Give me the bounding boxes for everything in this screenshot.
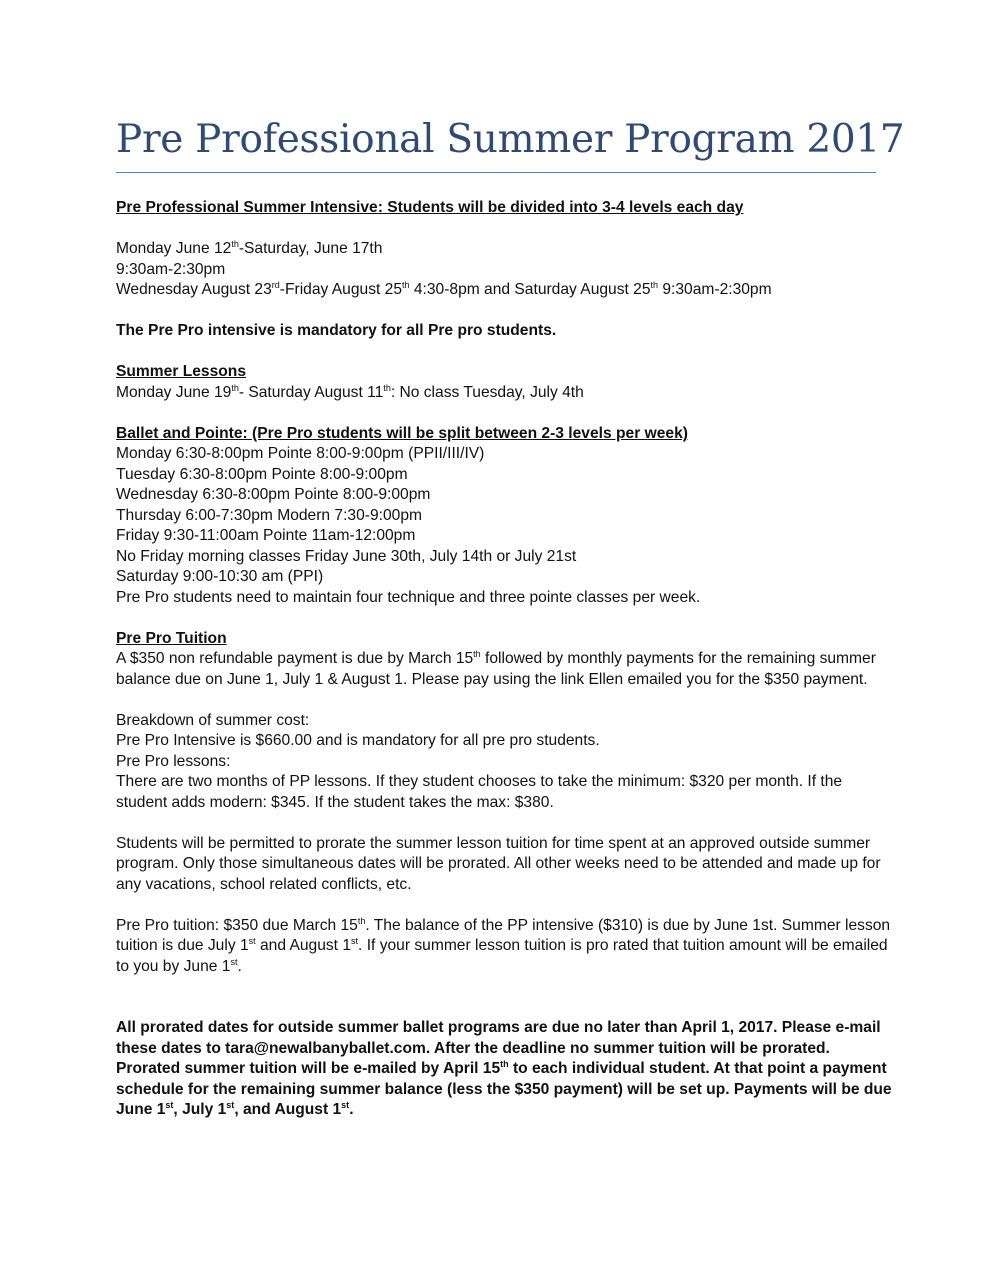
lessons-heading: Summer Lessons — [116, 363, 246, 380]
ballet-schedule-line: Thursday 6:00-7:30pm Modern 7:30-9:00pm — [116, 506, 422, 524]
document-body — [116, 198, 896, 1121]
proration-deadline-notice: All prorated dates for outside summer ballet programs are due no later than April 1, 2017. Please e-mail these dates to tara@newalbanyballet.com. After the deadline no summer tuition will be prorated. Prorated summer tuition will be e-mailed by April 15th to each individual student. At that point a payment schedule for the remaining summer balance (less the $350 payment) will be set up. Payments will be due June 1st, July 1st, and August 1st. — [116, 1019, 892, 1118]
ballet-schedule-line: Pre Pro students need to maintain four technique and three pointe classes per week. — [116, 588, 701, 606]
tuition-due-paragraph: Pre Pro tuition: $350 due March 15th. The balance of the PP intensive ($310) is due by June 1st. Summer lesson tuition is due July 1st and August 1st. If your summer lesson tuition is pro rated that tuition amount will be emailed to you by June 1st. — [116, 915, 891, 975]
document-title: Pre Professional Summer Program 2017 — [116, 117, 905, 162]
ballet-schedule-line: Saturday 9:00-10:30 am (PPI) — [116, 568, 324, 585]
ballet-schedule-line: Wednesday 6:30-8:00pm Pointe 8:00-9:00pm — [116, 486, 431, 503]
intensive-mandatory-note: The Pre Pro intensive is mandatory for all Pre pro students. — [116, 322, 557, 339]
intensive-time-line: 9:30am-2:30pm — [116, 260, 226, 278]
tuition-payment-paragraph: A $350 non refundable payment is due by March 15th followed by monthly payments for the remaining summer balance due on June 1, July 1 & August 1. Please pay using the link Ellen emailed you for the $350 payment. — [116, 648, 876, 688]
prorate-paragraph: Students will be permitted to prorate the summer lesson tuition for time spent at an approved outside summer program. Only those simultaneous dates will be prorated. All other weeks need to be attended and made up for any vacations, school related conflicts, etc. — [116, 834, 881, 893]
intensive-august-line: Wednesday August 23rd-Friday August 25th 4:30-8pm and Saturday August 25th 9:30am-2:30pm — [116, 279, 772, 298]
intensive-dates-line: Monday June 12th-Saturday, June 17th — [116, 238, 383, 257]
breakdown-line: Pre Pro lessons: — [116, 752, 231, 770]
ballet-schedule-line: No Friday morning classes Friday June 30th, July 14th or July 21st — [116, 547, 577, 565]
intensive-heading: Pre Professional Summer Intensive: Students will be divided into 3-4 levels each day — [116, 199, 744, 216]
breakdown-line: There are two months of PP lessons. If they student chooses to take the minimum: $320 per month. If the student adds modern: $345. If the student takes the max: $380. — [116, 773, 843, 811]
breakdown-line: Breakdown of summer cost: — [116, 711, 310, 729]
breakdown-line: Pre Pro Intensive is $660.00 and is mandatory for all pre pro students. — [116, 732, 600, 749]
ballet-heading: Ballet and Pointe: (Pre Pro students will be split between 2-3 levels per week) — [116, 424, 688, 442]
ballet-schedule-line: Friday 9:30-11:00am Pointe 11am-12:00pm — [116, 527, 416, 544]
ballet-schedule-line: Tuesday 6:30-8:00pm Pointe 8:00-9:00pm — [116, 465, 408, 483]
ballet-schedule-line: Monday 6:30-8:00pm Pointe 8:00-9:00pm (PPII/III/IV) — [116, 445, 485, 462]
lessons-dates-line: Monday June 19th- Saturday August 11th: No class Tuesday, July 4th — [116, 382, 584, 401]
tuition-heading: Pre Pro Tuition — [116, 629, 227, 647]
title-divider — [116, 172, 876, 173]
